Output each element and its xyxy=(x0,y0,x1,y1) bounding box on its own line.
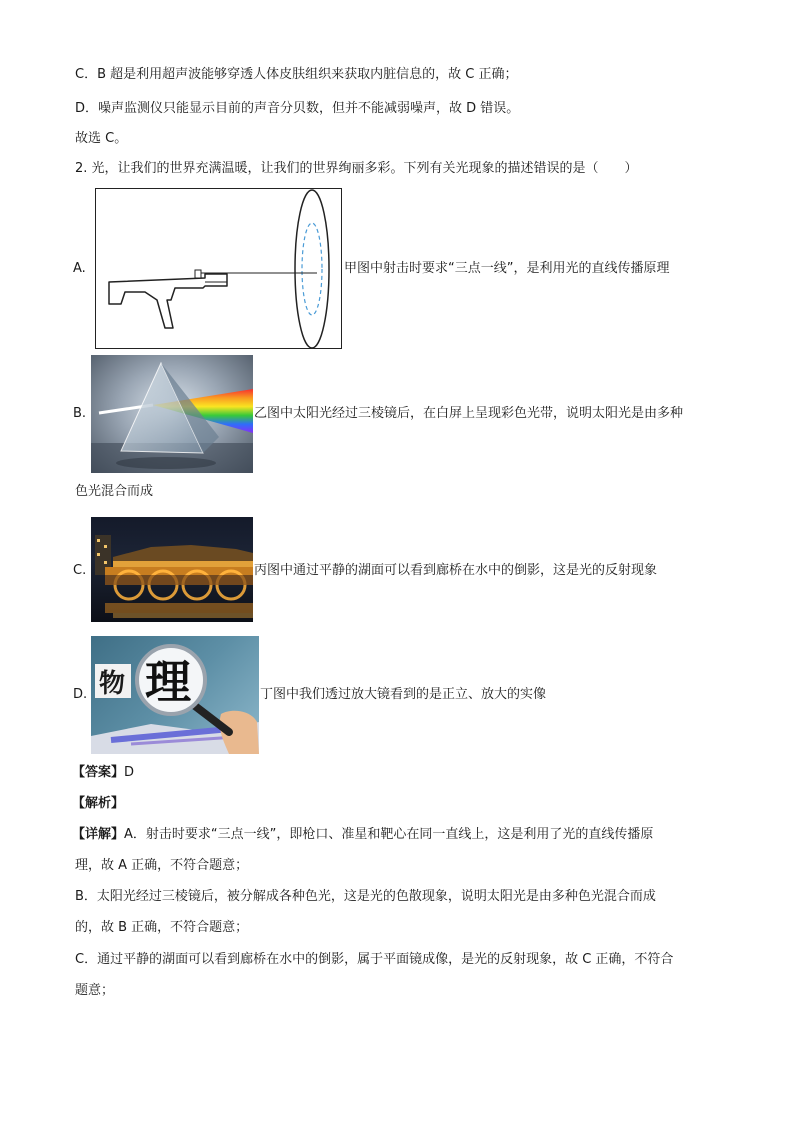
prev-line-c: C．B 超是利用超声波能够穿透人体皮肤组织来获取内脏信息的，故 C 正确； xyxy=(75,67,518,82)
analysis-line-2: 理，故 A 正确，不符合题意； xyxy=(75,858,249,873)
option-c-letter: C. xyxy=(73,563,87,578)
figure-b-prism xyxy=(91,355,253,473)
bridge-reflection-image xyxy=(91,517,253,622)
figure-char-wu: 物 xyxy=(99,669,126,699)
analysis-line-4: 的，故 B 正确，不符合题意； xyxy=(75,920,249,935)
answer-label: 【答案】 xyxy=(72,765,125,780)
detail-label: 【详解】 xyxy=(72,827,125,842)
option-b-letter: B. xyxy=(73,406,87,421)
question-stem: 2. 光，让我们的世界充满温暖，让我们的世界绚丽多彩。下列有关光现象的描述错误的是（ ） xyxy=(75,161,638,176)
figure-char-li: 理 xyxy=(145,655,191,709)
magnifier-image xyxy=(91,636,259,754)
answer-line xyxy=(72,764,134,782)
analysis-label: 【解析】 xyxy=(72,796,125,811)
prev-choose: 故选 C。 xyxy=(75,131,128,146)
analysis-line-5: C．通过平静的湖面可以看到廊桥在水中的倒影，属于平面镜成像，是光的反射现象，故 C 正确，不符合 xyxy=(75,952,674,967)
answer-value: D xyxy=(124,765,135,780)
rifle-target-diagram xyxy=(95,188,342,349)
option-c-text: 丙图中通过平静的湖面可以看到廊桥在水中的倒影，这是光的反射现象 xyxy=(254,563,658,578)
option-d-text: 丁图中我们透过放大镜看到的是正立、放大的实像 xyxy=(260,687,547,702)
analysis-line-6: 题意； xyxy=(75,983,115,998)
option-b-text: 乙图中太阳光经过三棱镜后，在白屏上呈现彩色光带，说明太阳光是由多种 xyxy=(254,406,684,421)
figure-a-rifle-target xyxy=(95,188,342,349)
figure-c-bridge-reflection xyxy=(91,517,253,622)
analysis-line-1 xyxy=(72,826,653,844)
prism-dispersion-image xyxy=(91,355,253,473)
option-a-letter: A. xyxy=(73,261,86,276)
option-d-letter: D. xyxy=(73,687,88,702)
prev-line-d: D．噪声监测仪只能显示目前的声音分贝数，但并不能减弱噪声，故 D 错误。 xyxy=(75,101,520,116)
analysis-line-3: B．太阳光经过三棱镜后，被分解成各种色光，这是光的色散现象，说明太阳光是由多种色光混合而成 xyxy=(75,889,656,904)
figure-d-magnifier xyxy=(91,636,259,754)
analysis-text-1: A．射击时要求“三点一线”，即枪口、准星和靶心在同一直线上，这是利用了光的直线传播原 xyxy=(124,827,654,842)
option-a-text: 甲图中射击时要求“三点一线”，是利用光的直线传播原理 xyxy=(344,261,670,276)
option-b-text-cont: 色光混合而成 xyxy=(75,484,154,499)
